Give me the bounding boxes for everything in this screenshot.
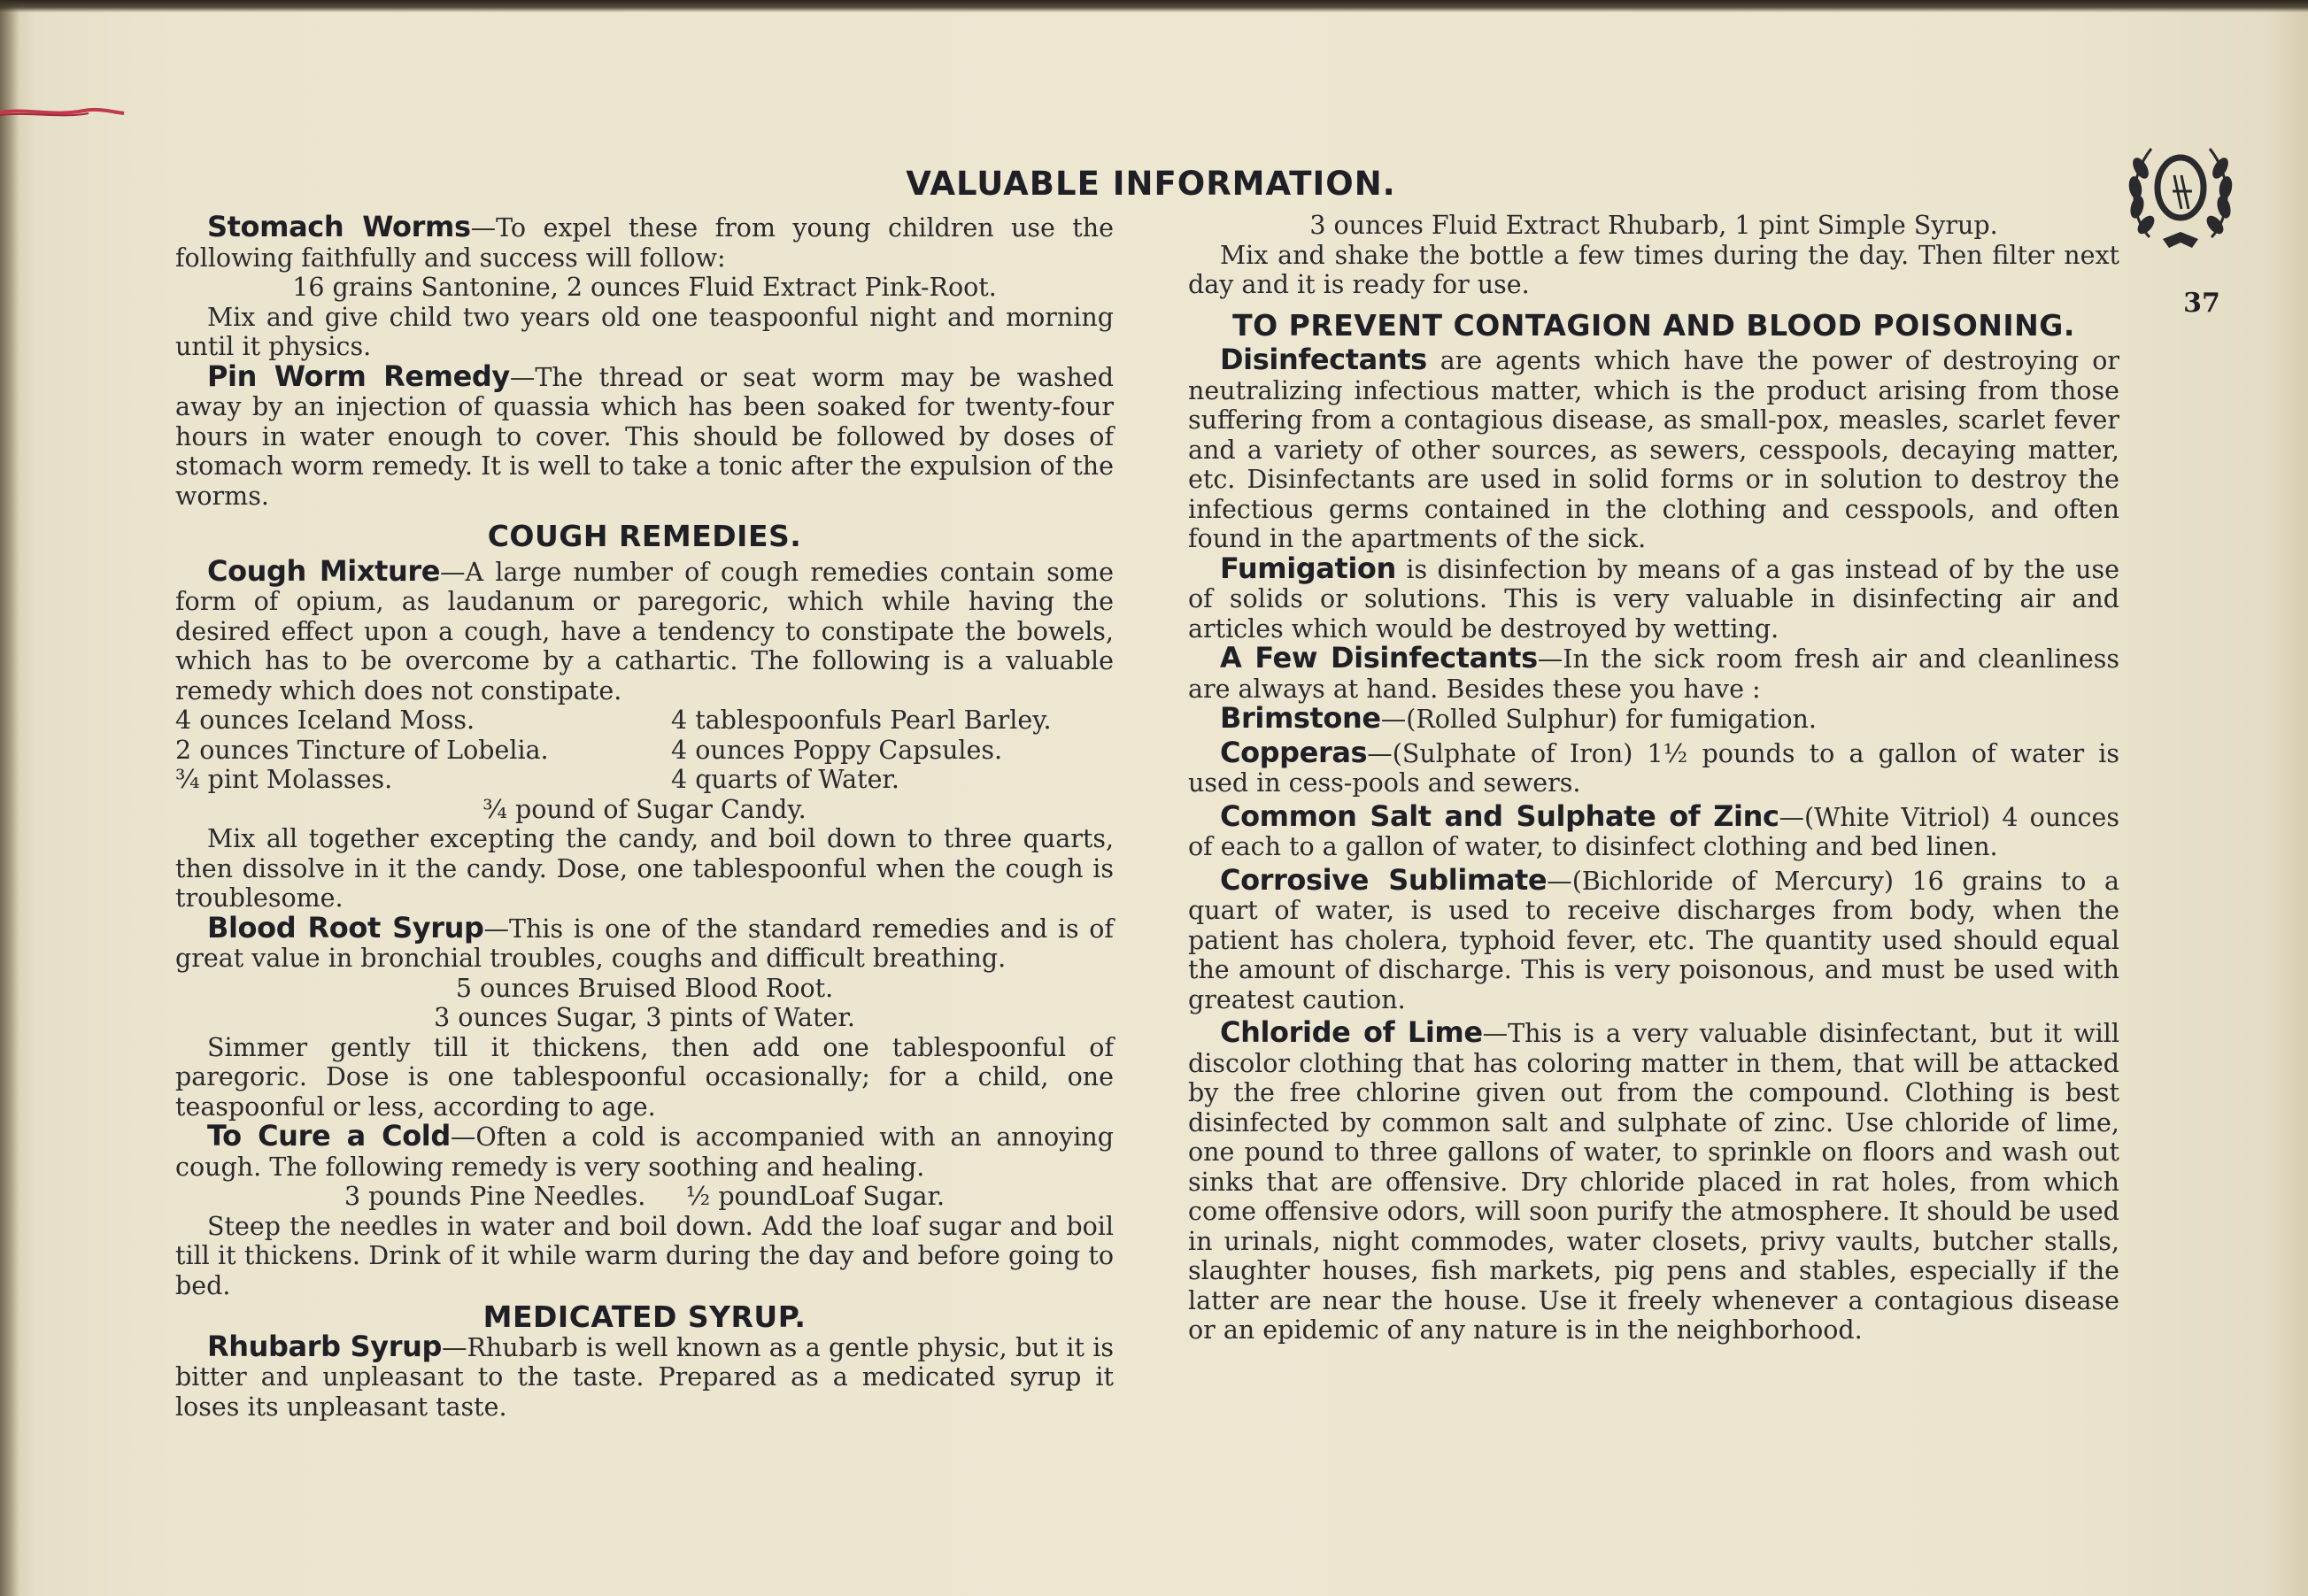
few-disinfectants-text: —In the sick room fresh air and cleanliness are always at hand. Besides these you have :: [1188, 644, 2119, 704]
cough-mixture-entry: [175, 553, 1114, 706]
chloride-of-lime-entry: [1188, 1015, 2119, 1345]
brimstone-title: Brimstone: [1220, 701, 1381, 735]
ingredient: 4 ounces Iceland Moss.: [175, 705, 475, 735]
cough-mixture-text: —A large number of cough remedies contain some form of opium, as laudanum or paregoric, which while having the desired effect upon a cough, have a tendency to constipate the bowels, which has to be overcome by a cathartic. The following is a valuable remedy which does not constipate.: [175, 557, 1114, 705]
copperas-entry: [1188, 735, 2119, 798]
blood-root-entry: [175, 910, 1114, 974]
rhubarb-syrup-text: —Rhubarb is well known as a gentle physic, but it is bitter and unpleasant to the taste. Prepared as a medicated syrup it loses its unpleasant taste.: [175, 1332, 1114, 1422]
binding-thread: [0, 104, 133, 120]
blood-root-title: Blood Root Syrup: [207, 910, 484, 944]
pin-worm-title: Pin Worm Remedy: [207, 359, 510, 393]
page-number: 37: [2183, 288, 2220, 319]
page-title: VALUABLE INFORMATION.: [906, 165, 1396, 203]
copperas-title: Copperas: [1220, 735, 1368, 769]
medicated-syrup-heading: MEDICATED SYRUP.: [482, 1299, 807, 1334]
corrosive-sublimate-entry: [1188, 862, 2119, 1015]
ingredient-row: [175, 736, 1114, 766]
ingredient-row: [175, 705, 1114, 736]
spine-shadow: [0, 0, 19, 1596]
blood-root-recipe: 3 ounces Sugar, 3 pints of Water.: [434, 1003, 855, 1032]
ingredient-row: [175, 765, 1114, 795]
blood-root-recipe: 5 ounces Bruised Blood Root.: [455, 973, 834, 1003]
disinfectants-title: Disinfectants: [1220, 343, 1427, 376]
cough-mixture-title: Cough Mixture: [207, 553, 441, 588]
rhubarb-syrup-dose: Mix and shake the bottle a few times during the day. Then filter next day and it is ready for use.: [1188, 240, 2119, 299]
fumigation-text: is disinfection by means of a gas instead of by the use of solids or solutions. This is very valuable in disinfecting air and articles which would be destroyed by wetting.: [1188, 554, 2119, 644]
ingredient: 2 ounces Tincture of Lobelia.: [175, 735, 549, 765]
rhubarb-syrup-entry: [175, 1329, 1114, 1423]
chloride-of-lime-title: Chloride of Lime: [1220, 1015, 1483, 1049]
blood-root-dose: Simmer gently till it thickens, then add one tablespoonful of paregoric. Dose is one tablespoonful occasionally; for a child, one teaspoonful or less, according to age.: [175, 1032, 1114, 1122]
cure-cold-recipe: 3 pounds Pine Needles. ½ poundLoaf Sugar.: [343, 1182, 946, 1211]
common-salt-title: Common Salt and Sulphate of Zinc: [1220, 798, 1779, 833]
stomach-worms-title: Stomach Worms: [207, 210, 471, 243]
common-salt-entry: [1188, 798, 2119, 862]
pin-worm-entry: [175, 359, 1114, 512]
ingredient: 4 quarts of Water.: [671, 765, 899, 794]
right-column: [1188, 211, 2119, 1345]
chloride-of-lime-text: —This is a very valuable disinfectant, but it will discolor clothing that has coloring matter in them, that will be attacked by the free chlorine given out from the compound. Clothing is best disinfected by common salt and sulphate of zinc. Use chloride of lime, one pound to three gallons of water, to sprinkle on floors and wash out sinks that are offensive. Dry chloride placed in rat holes, from which come offensive odors, will soon purify the atmosphere. It should be used in urinals, night commodes, water closets, privy vaults, butcher stalls, slaughter houses, fish markets, pig pens and stables, especially if the latter are near the house. Use it freely whenever a contagious disease or an epidemic of any nature is in the neighborhood.: [1188, 1019, 2119, 1345]
page-top-edge: [0, 0, 2308, 12]
copperas-text: —(Sulphate of Iron) 1½ pounds to a gallon of water is used in cess-pools and sewers.: [1188, 738, 2119, 798]
left-column: [175, 212, 1114, 1422]
few-disinfectants-entry: [1188, 641, 2119, 704]
fumigation-title: Fumigation: [1220, 551, 1396, 585]
cure-cold-text: —Often a cold is accompanied with an annoying cough. The following remedy is very soothing and healing.: [175, 1122, 1114, 1182]
corrosive-sublimate-text: —(Bichloride of Mercury) 16 grains to a quart of water, is used to receive discharges from body, when the patient has cholera, typhoid fever, etc. The quantity used should equal the amount of discharge. This is very poisonous, and must be used with greatest caution.: [1188, 866, 2119, 1014]
stomach-worms-recipe: 16 grains Santonine, 2 ounces Fluid Extract Pink-Root.: [292, 273, 997, 302]
rhubarb-syrup-title: Rhubarb Syrup: [207, 1329, 442, 1363]
stomach-worms-dose: Mix and give child two years old one teaspoonful night and morning until it physics.: [175, 302, 1114, 361]
fumigation-entry: [1188, 551, 2119, 644]
ingredient: ¾ pint Molasses.: [175, 765, 393, 794]
corrosive-sublimate-title: Corrosive Sublimate: [1220, 862, 1548, 897]
laurel-monogram-emblem: [2123, 133, 2238, 252]
disinfectants-entry: [1188, 345, 2119, 554]
blood-root-text: —This is one of the standard remedies and is of great value in bronchial troubles, coughs and difficult breathing.: [175, 914, 1114, 973]
stomach-worms-text: —To expel these from young children use the following faithfully and success will follow:: [175, 213, 1114, 273]
contagion-heading: TO PREVENT CONTAGION AND BLOOD POISONING.: [1232, 307, 2075, 343]
common-salt-text: —(White Vitriol) 4 ounces of each to a gallon of water, to disinfect clothing and bed linen.: [1188, 802, 2119, 861]
brimstone-entry: [1188, 701, 2119, 735]
disinfectants-text: are agents which have the power of destroying or neutralizing infectious matter, which is the product arising from those suffering from a contagious disease, as small-pox, measles, scarlet fever and a variety of other sources, as sewers, cesspools, decaying matter, etc. Disinfectants are used in solid forms or in solution to destroy the infectious germs contained in the clothing and cesspools, and often found in the apartments of the sick.: [1188, 346, 2119, 553]
few-disinfectants-title: A Few Disinfectants: [1220, 641, 1538, 675]
cure-cold-dose: Steep the needles in water and boil down. Add the loaf sugar and boil till it thickens. Drink of it while warm during the day and before going to bed.: [175, 1211, 1114, 1300]
cure-cold-entry: [175, 1119, 1114, 1182]
cough-mixture-dose: Mix all together excepting the candy, and boil down to three quarts, then dissolve in it the candy. Dose, one tablespoonful when the cough is troublesome.: [175, 824, 1114, 913]
cough-remedies-heading: COUGH REMEDIES.: [487, 519, 802, 553]
brimstone-text: —(Rolled Sulphur) for fumigation.: [1380, 705, 1817, 734]
ingredient: ¾ pound of Sugar Candy.: [482, 794, 807, 824]
cure-cold-title: To Cure a Cold: [207, 1119, 451, 1153]
rhubarb-syrup-recipe: 3 ounces Fluid Extract Rhubarb, 1 pint Simple Syrup.: [1309, 211, 1998, 240]
stomach-worms-entry: [175, 212, 1114, 273]
ingredient: 4 ounces Poppy Capsules.: [671, 735, 1003, 765]
ingredient: 4 tablespoonfuls Pearl Barley.: [671, 705, 1052, 735]
pin-worm-text: —The thread or seat worm may be washed away by an injection of quassia which has been soaked for twenty-four hours in water enough to cover. This should be followed by doses of stomach worm remedy. It is well to take a tonic after the expulsion of the worms.: [175, 362, 1114, 511]
